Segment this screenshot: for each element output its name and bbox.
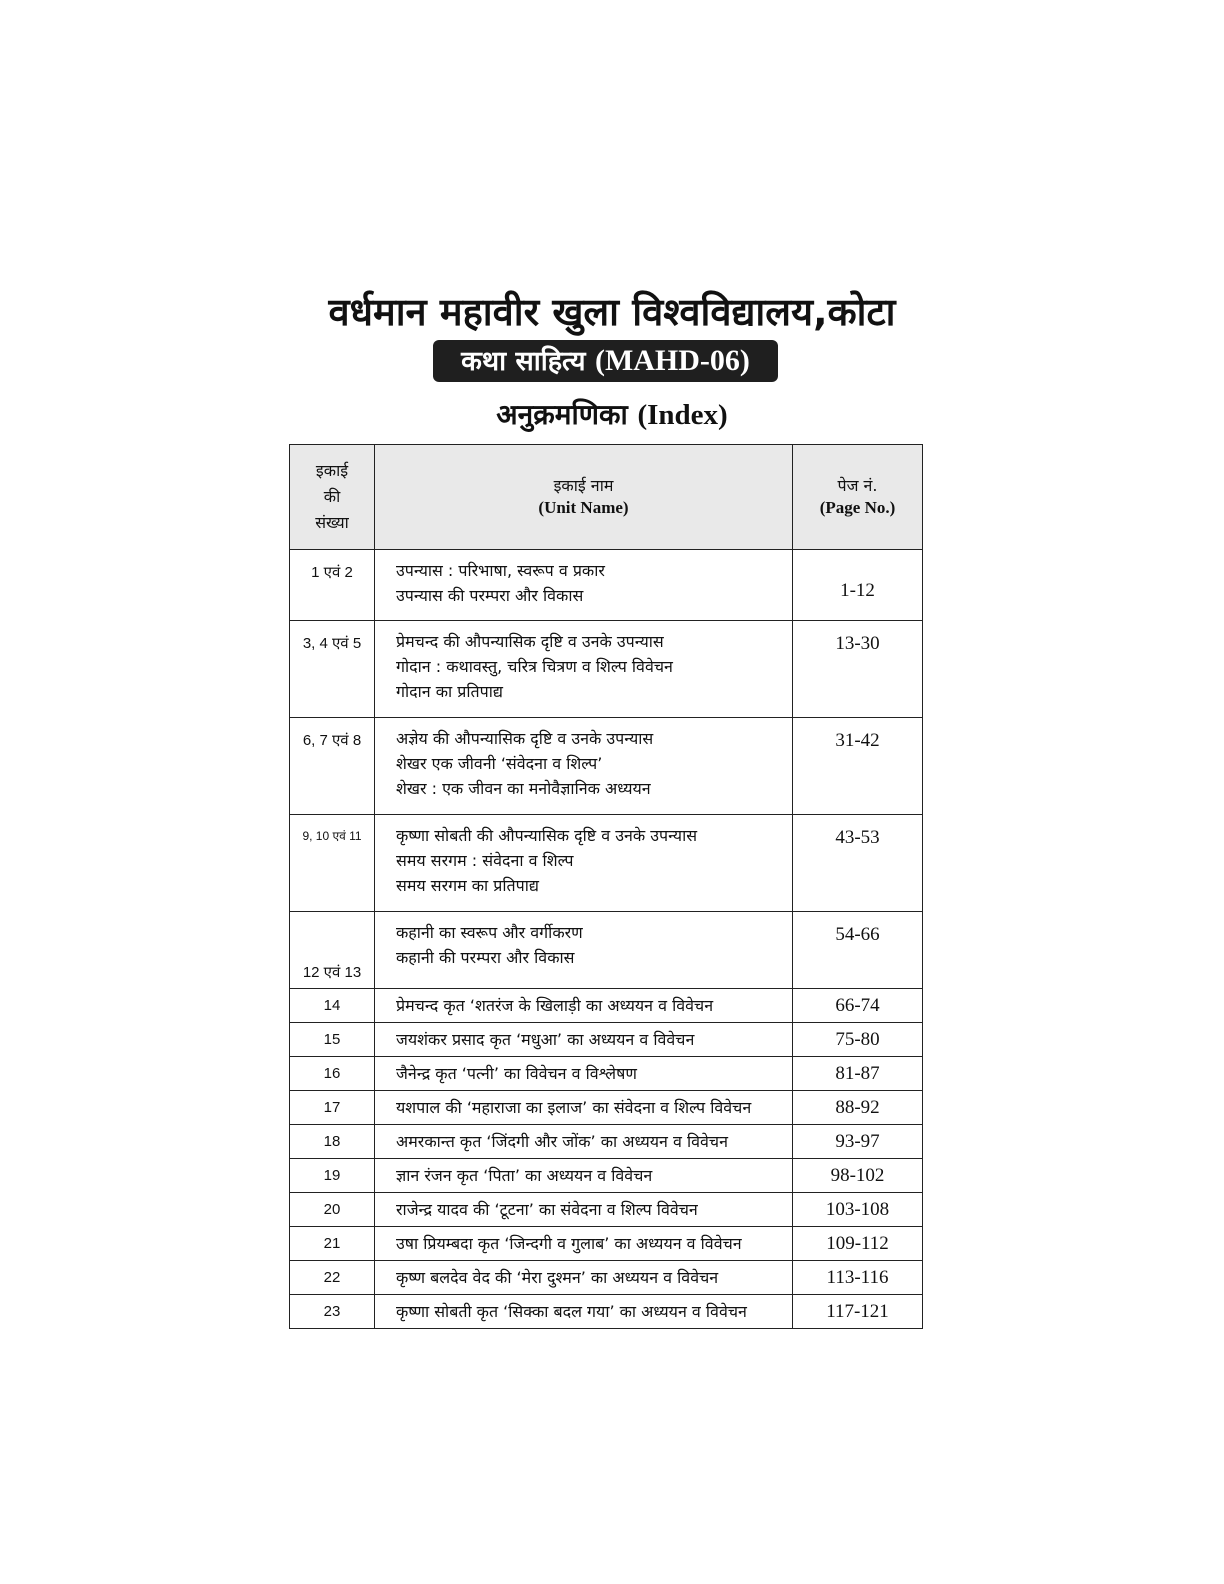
page-number-cell: 93-97 xyxy=(793,1125,923,1159)
header-unit-name-hindi: इकाई नाम xyxy=(553,476,614,495)
unit-number-cell: 23 xyxy=(290,1295,375,1329)
page-number-cell: 103-108 xyxy=(793,1193,923,1227)
unit-name-cell xyxy=(375,1193,793,1227)
table-row xyxy=(290,1023,923,1057)
unit-number-cell: 6, 7 एवं 8 xyxy=(290,718,375,815)
unit-name-cell xyxy=(375,815,793,912)
unit-name-line: समय सरगम : संवेदना व शिल्प xyxy=(396,851,574,870)
unit-name-line: अमरकान्त कृत ‘जिंदगी और जोंक’ का अध्ययन व विवेचन xyxy=(396,1131,728,1151)
page-number-cell: 98-102 xyxy=(793,1159,923,1193)
page-number-cell: 113-116 xyxy=(793,1261,923,1295)
unit-number-cell: 1 एवं 2 xyxy=(290,550,375,621)
unit-name-cell xyxy=(375,912,793,989)
table-row xyxy=(290,989,923,1023)
table-row xyxy=(290,1227,923,1261)
unit-number-cell: 18 xyxy=(290,1125,375,1159)
unit-name-cell xyxy=(375,621,793,718)
unit-name-cell xyxy=(375,1057,793,1091)
unit-number-cell: 19 xyxy=(290,1159,375,1193)
course-code: (MAHD-06) xyxy=(594,344,750,377)
table-row xyxy=(290,550,923,621)
unit-name-line: राजेन्द्र यादव की ‘टूटना’ का संवेदना व शिल्प विवेचन xyxy=(396,1199,698,1219)
table-row xyxy=(290,912,923,989)
course-name: कथा साहित्य xyxy=(461,346,586,377)
index-heading xyxy=(0,395,1224,433)
table-row xyxy=(290,815,923,912)
unit-name-cell xyxy=(375,1159,793,1193)
header-unit-name xyxy=(375,445,793,550)
unit-number-cell: 9, 10 एवं 11 xyxy=(290,815,375,912)
table-row xyxy=(290,621,923,718)
unit-number-cell: 17 xyxy=(290,1091,375,1125)
page-number-cell: 1-12 xyxy=(793,550,923,621)
page-number-cell: 43-53 xyxy=(793,815,923,912)
unit-name-cell xyxy=(375,1227,793,1261)
index-table-body xyxy=(290,550,923,1329)
unit-name-line: अज्ञेय की औपन्यासिक दृष्टि व उनके उपन्यास xyxy=(396,729,654,748)
page-number-cell: 31-42 xyxy=(793,718,923,815)
page-number-cell: 88-92 xyxy=(793,1091,923,1125)
header-page-hindi: पेज नं. xyxy=(837,476,878,495)
unit-name-line: गोदान : कथावस्तु, चरित्र चित्रण व शिल्प विवेचन xyxy=(396,657,673,676)
page-number-cell: 117-121 xyxy=(793,1295,923,1329)
table-row xyxy=(290,1193,923,1227)
course-badge xyxy=(433,340,778,382)
header-unit-number-line: इकाई xyxy=(315,461,349,480)
unit-name-line: शेखर एक जीवनी ‘संवेदना व शिल्प’ xyxy=(396,754,603,773)
unit-name-cell xyxy=(375,989,793,1023)
header-page-number xyxy=(793,445,923,550)
unit-name-line: उपन्यास की परम्परा और विकास xyxy=(396,586,584,605)
table-row xyxy=(290,1125,923,1159)
unit-name-line: कृष्णा सोबती कृत ‘सिक्का बदल गया’ का अध्ययन व विवेचन xyxy=(396,1301,747,1321)
unit-name-line: प्रेमचन्द कृत ‘शतरंज के खिलाड़ी का अध्ययन व विवेचन xyxy=(396,995,714,1015)
unit-name-line: कहानी का स्वरूप और वर्गीकरण xyxy=(396,923,583,942)
table-row xyxy=(290,1295,923,1329)
table-row xyxy=(290,1091,923,1125)
unit-name-line: प्रेमचन्द की औपन्यासिक दृष्टि व उनके उपन्यास xyxy=(396,632,664,651)
header-unit-name-english: (Unit Name) xyxy=(538,498,629,517)
index-table xyxy=(289,444,923,1329)
unit-number-cell: 3, 4 एवं 5 xyxy=(290,621,375,718)
unit-number-cell: 22 xyxy=(290,1261,375,1295)
page-number-cell: 109-112 xyxy=(793,1227,923,1261)
unit-name-line: शेखर : एक जीवन का मनोवैज्ञानिक अध्ययन xyxy=(396,779,651,798)
table-header-row xyxy=(290,445,923,550)
table-row xyxy=(290,1057,923,1091)
unit-number-cell: 16 xyxy=(290,1057,375,1091)
header-page-english: (Page No.) xyxy=(819,498,896,517)
unit-name-line: जैनेन्द्र कृत ‘पत्नी’ का विवेचन व विश्लेषण xyxy=(396,1063,637,1083)
unit-name-line: ज्ञान रंजन कृत ‘पिता’ का अध्ययन व विवेचन xyxy=(396,1165,653,1185)
unit-name-line: समय सरगम का प्रतिपाद्य xyxy=(396,876,539,895)
unit-name-line: कृष्ण बलदेव वेद की ‘मेरा दुश्मन’ का अध्ययन व विवेचन xyxy=(396,1267,719,1287)
header-unit-number-line: की xyxy=(323,487,341,506)
unit-name-cell xyxy=(375,1091,793,1125)
unit-name-cell xyxy=(375,1295,793,1329)
unit-name-cell xyxy=(375,1125,793,1159)
unit-name-cell xyxy=(375,550,793,621)
page-number-cell: 75-80 xyxy=(793,1023,923,1057)
unit-number-cell: 20 xyxy=(290,1193,375,1227)
unit-name-cell xyxy=(375,718,793,815)
header-unit-number-line: संख्या xyxy=(315,513,349,532)
index-heading-english: (Index) xyxy=(637,399,728,431)
unit-name-line: यशपाल की ‘महाराजा का इलाज’ का संवेदना व शिल्प विवेचन xyxy=(396,1097,752,1117)
unit-name-cell xyxy=(375,1261,793,1295)
page-number-cell: 54-66 xyxy=(793,912,923,989)
page-number-cell: 13-30 xyxy=(793,621,923,718)
unit-name-line: जयशंकर प्रसाद कृत ‘मधुआ’ का अध्ययन व विवेचन xyxy=(396,1029,695,1049)
unit-name-line: उपन्यास : परिभाषा, स्वरूप व प्रकार xyxy=(396,561,605,580)
unit-name-line: गोदान का प्रतिपाद्य xyxy=(396,682,503,701)
header-unit-number xyxy=(290,445,375,550)
table-row xyxy=(290,718,923,815)
unit-number-cell: 15 xyxy=(290,1023,375,1057)
unit-number-cell: 21 xyxy=(290,1227,375,1261)
unit-name-line: उषा प्रियम्बदा कृत ‘जिन्दगी व गुलाब’ का अध्ययन व विवेचन xyxy=(396,1233,742,1253)
unit-number-cell: 14 xyxy=(290,989,375,1023)
page-number-cell: 81-87 xyxy=(793,1057,923,1091)
unit-name-cell xyxy=(375,1023,793,1057)
table-row xyxy=(290,1261,923,1295)
page-number-cell: 66-74 xyxy=(793,989,923,1023)
unit-number-cell: 12 एवं 13 xyxy=(290,912,375,989)
unit-name-line: कहानी की परम्परा और विकास xyxy=(396,948,575,967)
unit-name-line: कृष्णा सोबती की औपन्यासिक दृष्टि व उनके उपन्यास xyxy=(396,826,698,845)
table-row xyxy=(290,1159,923,1193)
index-heading-hindi: अनुक्रमणिका xyxy=(496,398,628,431)
university-title: वर्धमान महावीर खुला विश्वविद्यालय,कोटा xyxy=(328,290,896,334)
